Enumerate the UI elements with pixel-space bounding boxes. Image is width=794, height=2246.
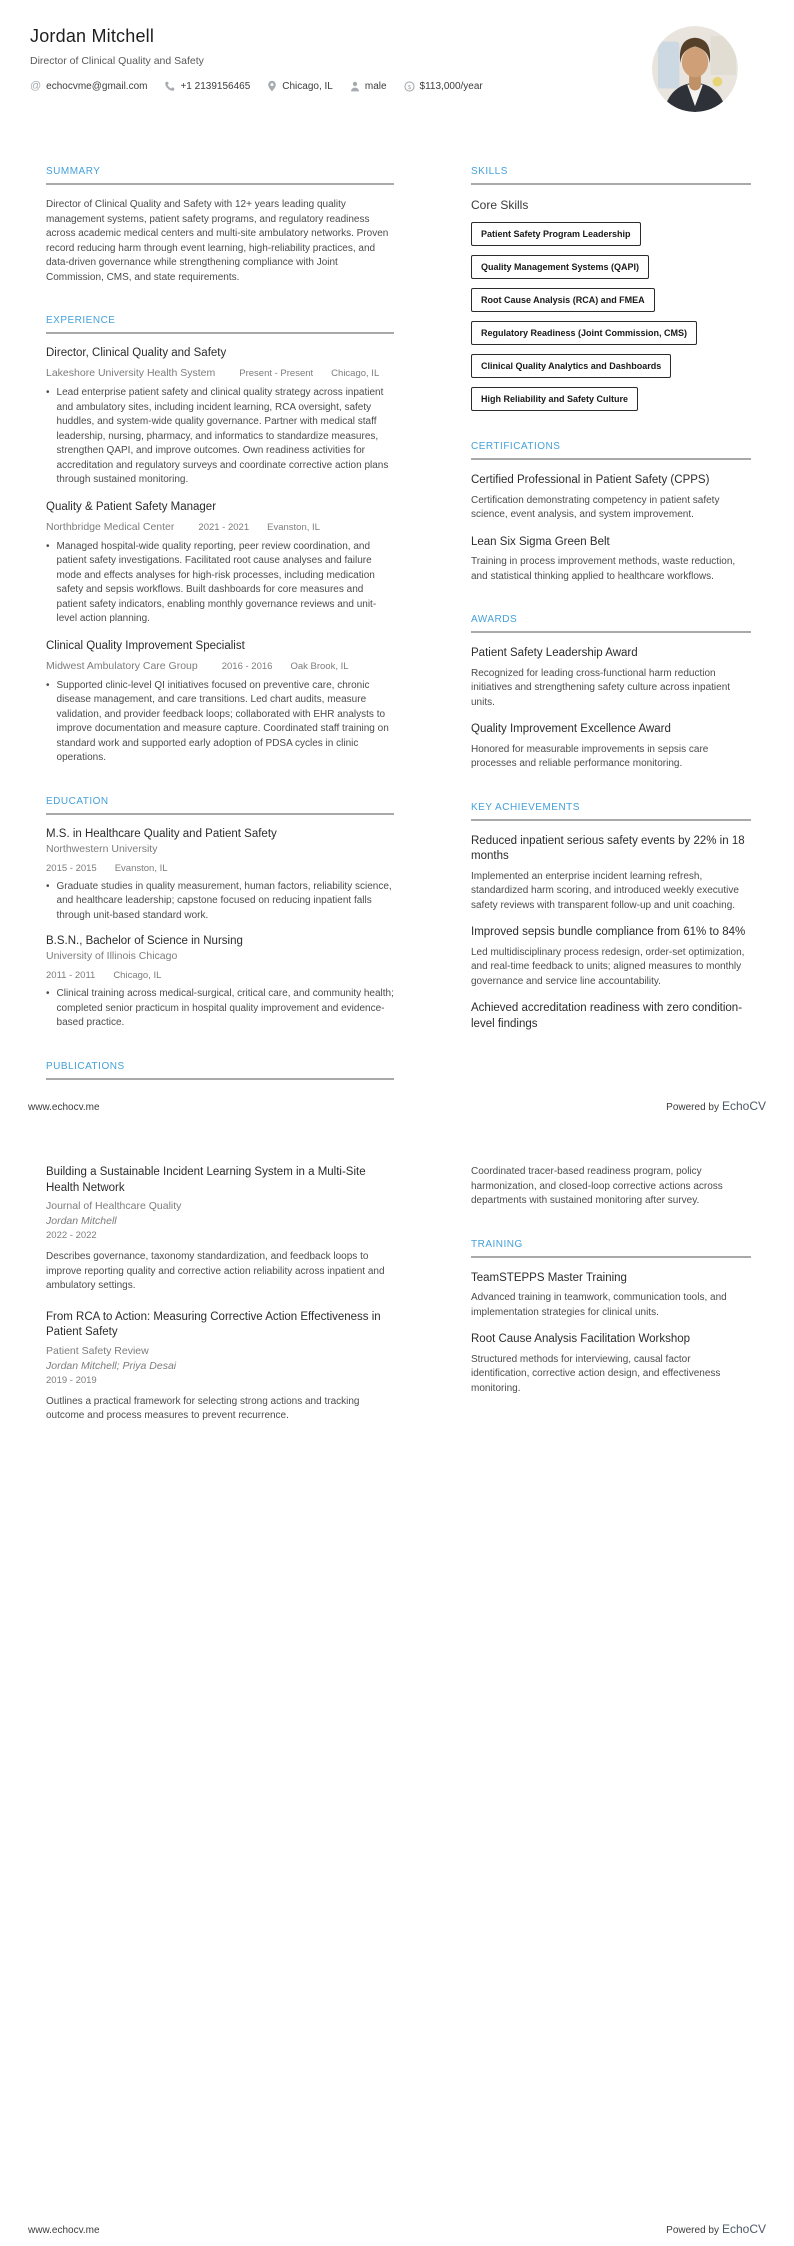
certification-name: Lean Six Sigma Green Belt (471, 535, 610, 548)
achievement-continuation (471, 1165, 751, 1209)
award-description: Honored for measurable improvements in sepsis care processes and reliable performance monitoring. (471, 743, 709, 769)
person-icon (350, 81, 360, 92)
education-heading: EDUCATION (46, 796, 394, 815)
section-summary (46, 166, 394, 285)
awards-heading: AWARDS (471, 614, 751, 633)
education-meta (46, 965, 394, 983)
training-entry (471, 1332, 751, 1396)
right-column (471, 166, 751, 1062)
section-experience (46, 315, 394, 766)
education-location: Evanston, IL (114, 862, 168, 874)
avatar (652, 26, 738, 112)
right-column-page2 (471, 1165, 751, 1426)
award-name: Patient Safety Leadership Award (471, 647, 638, 659)
section-publications (46, 1061, 394, 1080)
key-achievements-heading: KEY ACHIEVEMENTS (471, 802, 751, 821)
education-bullet: • Clinical training across medical-surgical, critical care, and community health; completed senior practicum in hospital quality improvement and evidence-based practice. (46, 987, 394, 1031)
education-degree: B.S.N., Bachelor of Science in Nursing (46, 935, 243, 947)
award-entry (471, 722, 751, 772)
contact-gender (350, 81, 387, 92)
publication-authors: Jordan Mitchell; Priya Desai (46, 1359, 177, 1372)
person-job-title: Director of Clinical Quality and Safety (30, 55, 204, 67)
certifications-heading: CERTIFICATIONS (471, 441, 751, 460)
publication-journal: Journal of Healthcare Quality (46, 1200, 182, 1212)
experience-bullet: • Lead enterprise patient safety and clinical quality strategy across inpatient and ambulatory sites, including incident learning, RCA oversight, safety huddles, and system-wide quality governance. Partner with medical staff leadership, nursing, pharmacy, and informatics to standardize measures, strengthen QAPI, and improve outcomes. Own readiness activities for accreditation and regulatory surveys and coordinate corrective action plans through sustained monitoring. (46, 386, 394, 488)
bullet-icon: • (46, 988, 50, 999)
publication-authors: Jordan Mitchell (46, 1215, 117, 1227)
footer-site-link[interactable]: www.echocv.me (28, 1102, 100, 1113)
publication-entry (46, 1310, 394, 1424)
contact-salary-value: $113,000/year (419, 80, 483, 92)
skill-pill: Root Cause Analysis (RCA) and FMEA (471, 288, 655, 312)
training-name: TeamSTEPPS Master Training (471, 1271, 627, 1284)
training-description: Advanced training in teamwork, communication tools, and implementation strategies for clinical units. (471, 1292, 727, 1318)
publications-heading: PUBLICATIONS (46, 1061, 394, 1080)
achievement-description: Implemented an enterprise incident learning refresh, standardized harm scoring, and introduced weekly executive safety reviews with transparent follow-up and unit coaching. (471, 870, 739, 911)
svg-text:$: $ (407, 83, 412, 91)
powered-by: Powered by EchoCV (666, 1099, 766, 1113)
education-location: Chicago, IL (113, 970, 162, 981)
contact-location (267, 80, 333, 92)
skill-pill: Quality Management Systems (QAPI) (471, 255, 649, 279)
experience-meta (46, 517, 394, 535)
education-dates: 2011 - 2011 (46, 970, 96, 981)
contact-salary (404, 81, 483, 92)
contact-phone (164, 81, 250, 92)
publication-description: Describes governance, taxonomy standardization, and feedback loops to improve reporting quality and corrective action reliability across inpatient and ambulatory settings. (46, 1251, 385, 1291)
publication-dates: 2022 - 2022 (46, 1230, 97, 1241)
experience-company: Lakeshore University Health System (46, 367, 216, 379)
certification-name: Certified Professional in Patient Safety (CPPS) (471, 474, 710, 486)
experience-dates: 2016 - 2016 (221, 660, 273, 672)
achievement-description: Led multidisciplinary process redesign, order-set optimization, and real-time feedback to units; aligned measures to monthly governance and service line accountability. (471, 946, 745, 987)
education-degree: M.S. in Healthcare Quality and Patient Safety (46, 827, 277, 840)
left-column-page2 (46, 1165, 394, 1440)
bullet-icon: • (46, 880, 50, 892)
award-name: Quality Improvement Excellence Award (471, 723, 671, 735)
certification-description: Training in process improvement methods, waste reduction, and statistical thinking applied to healthcare workflows. (471, 556, 736, 582)
resume-page-2 (0, 1123, 794, 2246)
contact-location-value: Chicago, IL (282, 80, 333, 92)
bullet-icon: • (46, 387, 50, 398)
experience-heading: EXPERIENCE (46, 315, 394, 334)
contact-gender-value: male (364, 80, 387, 92)
award-entry (471, 646, 751, 710)
education-school: Northwestern University (46, 842, 158, 855)
certification-description: Certification demonstrating competency in patient safety science, event analysis, and system improvement. (471, 494, 720, 520)
experience-entry (46, 347, 394, 488)
publication-journal: Patient Safety Review (46, 1344, 149, 1357)
powered-by: Powered by EchoCV (666, 2222, 766, 2236)
left-column (46, 166, 394, 1110)
education-dates: 2015 - 2015 (46, 862, 97, 874)
person-name: Jordan Mitchell (30, 26, 155, 46)
experience-bullet: • Managed hospital-wide quality reporting, peer review coordination, and patient safety investigations. Facilitated root cause analyses and failure mode and effects analyses for high-risk processes, including medication safety and sepsis workflows. Built dashboards for core measures and patient safety indicators, enabling monthly governance reviews and unit-level action planning. (46, 540, 394, 627)
section-certifications (471, 441, 751, 584)
experience-entry (46, 640, 394, 766)
experience-dates: Present - Present (239, 368, 314, 379)
experience-location: Evanston, IL (267, 521, 320, 533)
experience-location: Chicago, IL (331, 368, 380, 379)
echocv-brand: EchoCV (721, 2222, 766, 2236)
education-entry (46, 828, 394, 924)
experience-title: Clinical Quality Improvement Specialist (46, 639, 245, 652)
training-entry (471, 1271, 751, 1321)
section-education (46, 796, 394, 1031)
experience-company: Midwest Ambulatory Care Group (46, 659, 198, 672)
footer-site-link[interactable]: www.echocv.me (28, 2225, 100, 2236)
skills-group-label: Core Skills (471, 198, 529, 212)
skill-pill: High Reliability and Safety Culture (471, 387, 638, 411)
training-heading: TRAINING (471, 1239, 751, 1258)
training-description: Structured methods for interviewing, causal factor identification, corrective action design, and effectiveness monitoring. (471, 1353, 721, 1394)
achievement-description-continued: Coordinated tracer-based readiness program, policy harmonization, and closed-loop corrective actions across departments with sustained monitoring after survey. (471, 1166, 723, 1206)
experience-entry (46, 501, 394, 627)
skills-heading: SKILLS (471, 166, 751, 185)
experience-meta (46, 656, 394, 674)
email-at-icon: @ (30, 79, 42, 92)
skill-pill: Patient Safety Program Leadership (471, 222, 641, 246)
section-key-achievements (471, 802, 751, 1033)
experience-bullet: • Supported clinic-level QI initiatives focused on preventive care, chronic disease management, and care transitions. Led chart audits, measure validation, and provider feedback loops; collaborated with EHR analysts to improve documentation and measure capture. Coordinated staff training on standard work and supported early adoption of PDSA cycles in clinic operations. (46, 679, 394, 766)
section-skills (471, 166, 751, 411)
education-entry (46, 935, 394, 1031)
publication-description: Outlines a practical framework for selecting strong actions and tracking outcome and process measures to prevent recurrence. (46, 1395, 360, 1421)
achievement-entry (471, 925, 751, 989)
contact-email-value: echocvme@gmail.com (46, 80, 148, 92)
location-pin-icon (267, 80, 277, 92)
publication-entry (46, 1165, 394, 1294)
echocv-brand: EchoCV (721, 1099, 766, 1113)
achievement-title: Improved sepsis bundle compliance from 61% to 84% (471, 926, 746, 938)
page-footer (28, 1099, 766, 1113)
skill-pill: Regulatory Readiness (Joint Commission, CMS) (471, 321, 697, 345)
certification-entry (471, 535, 751, 585)
achievement-entry (471, 834, 751, 914)
experience-location: Oak Brook, IL (290, 660, 349, 672)
phone-icon (164, 81, 175, 92)
achievement-title: Reduced inpatient serious safety events by 22% in 18 months (471, 834, 745, 862)
section-awards (471, 614, 751, 772)
achievement-entry (471, 1001, 751, 1032)
award-description: Recognized for leading cross-functional harm reduction initiatives and strengthening safety culture across inpatient units. (471, 667, 731, 708)
bullet-icon: • (46, 679, 50, 691)
experience-title: Quality & Patient Safety Manager (46, 500, 217, 513)
publication-title: Building a Sustainable Incident Learning System in a Multi-Site Health Network (46, 1166, 366, 1194)
contact-phone-value: +1 2139156465 (180, 80, 251, 92)
contact-email (30, 81, 147, 92)
experience-company: Northbridge Medical Center (46, 520, 175, 533)
education-meta (46, 858, 394, 876)
page-footer (28, 2222, 766, 2236)
achievement-title: Achieved accreditation readiness with zero condition-level findings (471, 1002, 743, 1030)
skill-pill: Clinical Quality Analytics and Dashboards (471, 354, 671, 378)
contact-row (30, 80, 590, 92)
experience-dates: 2021 - 2021 (198, 521, 250, 533)
education-bullet: • Graduate studies in quality measurement, human factors, reliability science, and healthcare leadership; capstone focused on reducing inpatient falls through unit-based standard work. (46, 880, 394, 924)
experience-title: Director, Clinical Quality and Safety (46, 347, 227, 359)
education-school: University of Illinois Chicago (46, 950, 178, 962)
publication-title: From RCA to Action: Measuring Corrective Action Effectiveness in Patient Safety (46, 1310, 381, 1338)
dollar-icon (404, 81, 415, 92)
bullet-icon: • (46, 540, 50, 552)
experience-meta (46, 363, 394, 381)
training-name: Root Cause Analysis Facilitation Workshop (471, 1333, 691, 1345)
certification-entry (471, 473, 751, 523)
summary-heading: SUMMARY (46, 166, 394, 185)
section-training (471, 1239, 751, 1397)
summary-text: Director of Clinical Quality and Safety with 12+ years leading quality management systems, patient safety programs, and regulatory readiness across academic medical centers and multi-site ambulatory networks. Proven record reducing harm through event learning, high-reliability practices, and data-driven governance while strengthening compliance with Joint Commission, CMS, and state requirements. (46, 199, 389, 283)
publication-dates: 2019 - 2019 (46, 1374, 97, 1386)
resume-header (30, 26, 590, 92)
